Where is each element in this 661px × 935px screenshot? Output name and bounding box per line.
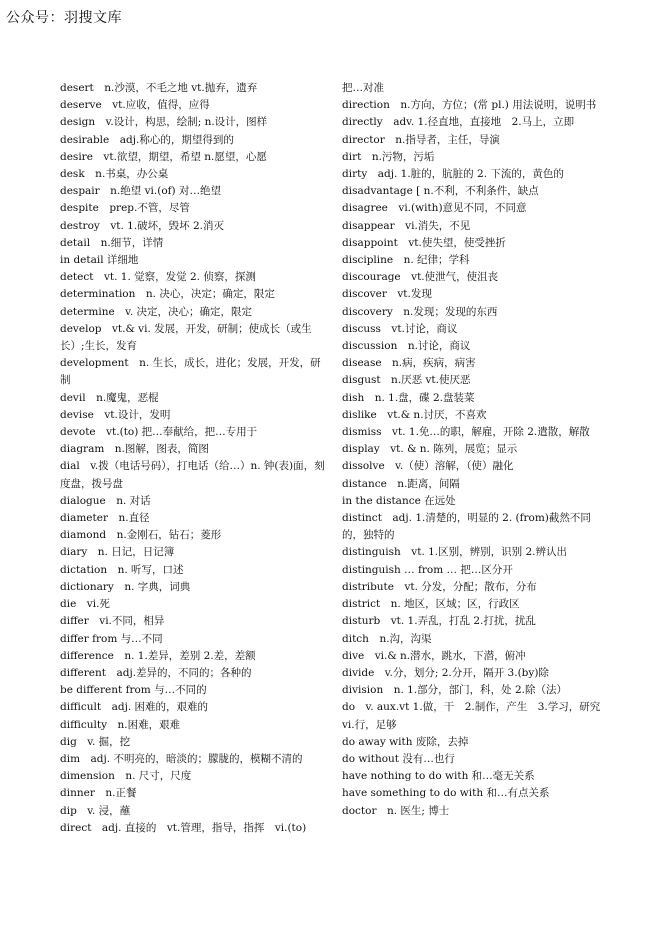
vocab-entry: distinguish vt. 1.区别，辨别，识别 2.辨认出 [342,546,568,559]
vocab-entry: differ from 与…不同 [60,632,163,645]
vocab-entry: detail n.细节，详情 [60,236,164,249]
vocab-entry: differ vi.不同，相异 [60,615,165,628]
vocab-entry: dish n. 1.盘，碟 2.盘装菜 [342,391,475,404]
vocab-entry: discussion n.讨论，商议 [342,340,471,353]
vocab-entry: devil n.魔鬼，恶棍 [60,391,159,404]
vocab-entry: disappear vi.消失，不见 [342,219,471,232]
vocab-entry: 把…对准 [342,82,384,94]
vocab-entry: destroy vt. 1.破坏，毁坏 2.消灭 [60,219,225,232]
vocab-entry: dirty adj. 1.脏的，肮脏的 2. 下流的，黄色的 [342,168,564,181]
vocab-entry: direct adj. 直接的 vt.管理，指导，指挥 vi.(to) [60,821,307,834]
vocab-entry: dirt n.污物，污垢 [342,150,435,163]
vocab-entry: dimension n. 尺寸，尺度 [60,770,192,783]
vocab-entry: disturb vt. 1.弄乱，打乱 2.打扰，扰乱 [342,615,536,628]
vocab-entry: distribute vt. 分发，分配；散布，分布 [342,580,537,593]
vocab-entry: desire vt.欲望，期望，希望 n.愿望，心愿 [60,150,267,163]
vocab-entry: disagree vi.(with)意见不同，不同意 [342,202,527,215]
vocab-entry: division n. 1.部分，部门，科，处 2.除（法） [342,684,568,697]
right-column [342,80,604,820]
vocab-entry: desert n.沙漠，不毛之地 vt.抛弃，遗弃 [60,82,258,94]
vocab-entry: dialogue n. 对话 [60,494,151,507]
vocab-entry: dip v. 浸，蘸 [60,804,131,817]
vocab-entry: have nothing to do with 和…毫无关系 [342,770,535,783]
vocab-entry: difficult adj. 困难的，艰难的 [60,701,209,714]
vocab-entry: discourage vt.使泄气，使沮丧 [342,271,499,284]
vocab-entry: direction n.方向，方位；(常 pl.) 用法说明，说明书 [342,99,597,112]
vocab-entry: discipline n. 纪律；学科 [342,254,470,267]
vocab-entry: die vi.死 [60,598,110,611]
vocab-entry: determine v. 决定，决心；确定，限定 [60,305,253,318]
vocab-entry: diameter n.直径 [60,512,150,525]
vocab-entry: devote vt.(to) 把…奉献给，把…专用于 [60,426,258,439]
vocab-entry: dictionary n. 字典，词典 [60,580,191,593]
vocab-entry: devise vt.设计，发明 [60,408,171,421]
vocab-entry: design v.设计，构思，绘制; n.设计，图样 [60,116,268,129]
vocab-entry: despite prep.不管，尽管 [60,202,190,215]
vocab-entry: dial v.拨（电话号码），打电话（给…）n. 钟(表)面，刻度盘，拨号盘 [60,460,325,490]
vocab-entry: display vt. & n. 陈列，展览；显示 [342,443,518,456]
vocab-entry: dictation n. 听写，口述 [60,563,184,576]
vocab-entry: dim adj. 不明亮的，暗淡的；朦胧的，模糊不清的 [60,752,303,765]
vocab-entry: disgust n.厌恶 vt.使厌恶 [342,374,471,387]
vocab-entry: despair n.绝望 vi.(of) 对…绝望 [60,185,221,198]
vocab-entry: have something to do with 和…有点关系 [342,787,550,800]
vocab-entry: diamond n.金刚石，钻石；菱形 [60,529,222,542]
vocab-entry: disease n.病，疾病，病害 [342,357,476,370]
vocab-entry: development n. 生长，成长，进化；发展，开发，研制 [60,357,321,387]
vocab-entry: in the distance 在远处 [342,494,456,507]
vocab-entry: do without 没有…也行 [342,752,455,765]
vocab-entry: deserve vt.应收，值得，应得 [60,99,210,112]
vocab-entry: difficulty n.困难，艰难 [60,718,181,731]
vocab-entry: district n. 地区，区域；区，行政区 [342,598,520,611]
vocab-entry: disadvantage [ n.不利，不利条件，缺点 [342,185,539,198]
vocab-entry: discovery n.发现；发现的东西 [342,305,498,318]
vocab-entry: dismiss vt. 1.免…的职，解雇，开除 2.遣散，解散 [342,426,590,439]
vocab-entry: develop vt.& vi. 发展，开发，研制；使成长（或生长）;生长，发育 [60,322,312,353]
vocab-entry: directly adv. 1.径直地，直接地 2.马上，立即 [342,116,575,129]
vocab-entry: ditch n.沟，沟渠 [342,632,432,645]
vocab-entry: do away with 废除，去掉 [342,735,469,748]
vocab-entry: discover vt.发现 [342,288,432,301]
vocab-entry: disappoint vt.使失望，使受挫折 [342,236,506,249]
vocab-entry: desirable adj.称心的，期望得到的 [60,133,234,146]
vocab-entry: distance n.距离，间隔 [342,477,460,490]
vocab-entry: dive vi.& n.潜水，跳水，下潜，俯冲 [342,649,526,662]
vocab-entry: diary n. 日记，日记簿 [60,546,175,559]
left-column [60,80,330,837]
vocab-entry: distinguish … from … 把…区分开 [342,563,513,576]
vocab-entry: discuss vt.讨论，商议 [342,322,458,335]
vocab-entry: director n.指导者，主任，导演 [342,133,500,146]
vocab-entry: difference n. 1.差异，差别 2.差，差额 [60,649,256,662]
vocab-entry: different adj.差异的，不同的；各种的 [60,666,252,679]
vocab-entry: doctor n. 医生; 博士 [342,804,450,817]
page-header: 公众号：羽搜文库 [6,10,122,26]
vocab-entry: dinner n.正餐 [60,787,137,800]
vocab-entry: distinct adj. 1.清楚的，明显的 2. (from)截然不同的，独特的 [342,512,591,542]
vocab-entry: in detail 详细地 [60,254,139,267]
vocab-entry: be different from 与…不同的 [60,684,207,697]
vocab-entry: diagram n.图解，图表，简图 [60,443,209,456]
vocab-entry: determination n. 决心，决定；确定，限定 [60,288,275,301]
vocab-entry: dissolve v.（使）溶解，（使）融化 [342,460,514,473]
vocab-entry: dislike vt.& n.讨厌，不喜欢 [342,408,487,421]
vocab-entry: dig v. 掘，挖 [60,735,131,748]
vocab-entry: divide v.分，划分; 2.分开，隔开 3.(by)除 [342,666,549,679]
vocab-entry: desk n.书桌，办公桌 [60,168,169,181]
vocab-entry: do v. aux.vt 1.做，干 2.制作，产生 3.学习，研究 vi.行，足够 [342,701,601,731]
vocab-entry: detect vt. 1. 觉察，发觉 2. 侦察，探测 [60,271,256,284]
